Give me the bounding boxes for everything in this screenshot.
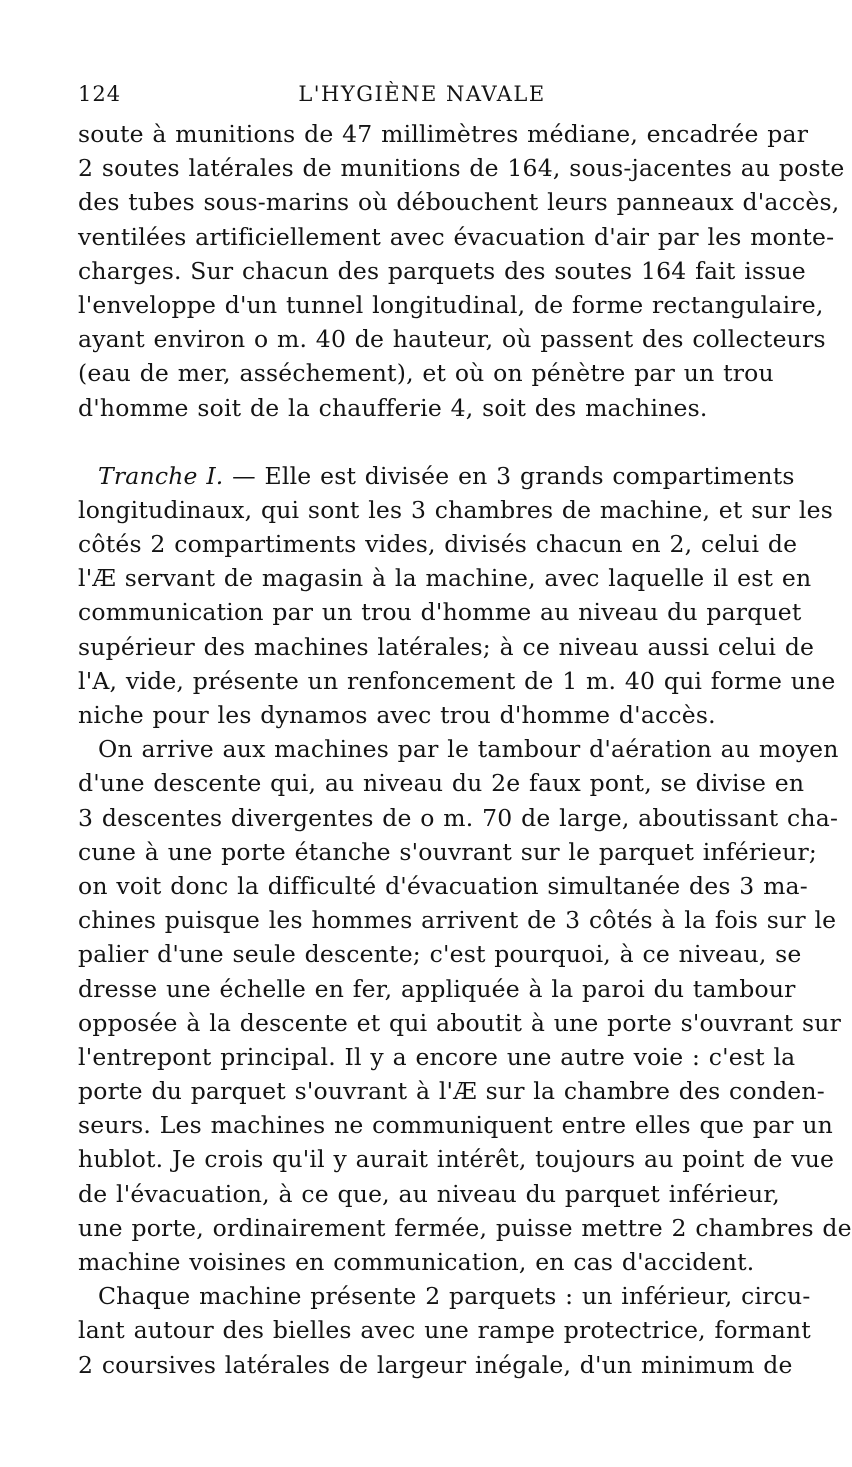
text-line: l'A, vide, présente un renfoncement de 1 m. 40 qui forme une [78, 666, 836, 695]
running-title: L'HYGIÈNE NAVALE [298, 82, 546, 106]
text-line: On arrive aux machines par le tambour d'aération au moyen [98, 735, 839, 764]
text-line: ventilées artificiellement avec évacuation d'air par les monte- [78, 222, 835, 251]
text-line: hublot. Je crois qu'il y aurait intérêt, toujours au point de vue [78, 1145, 835, 1174]
text-line: longitudinaux, qui sont les 3 chambres de machine, et sur les [78, 495, 833, 524]
text-line: l'Æ servant de magasin à la machine, avec laquelle il est en [78, 564, 812, 593]
text-line: seurs. Les machines ne communiquent entre elles que par un [78, 1111, 834, 1140]
text-line: porte du parquet s'ouvrant à l'Æ sur la chambre des conden- [78, 1077, 825, 1106]
text-line: 2 coursives latérales de largeur inégale, d'un minimum de [78, 1350, 793, 1379]
text-line: niche pour les dynamos avec trou d'homme d'accès. [78, 701, 716, 729]
text-line: supérieur des machines latérales; à ce niveau aussi celui de [78, 632, 815, 661]
text-line: on voit donc la difficulté d'évacuation simultanée des 3 ma- [78, 871, 808, 900]
page-number: 124 [78, 82, 122, 106]
text-line: une porte, ordinairement fermée, puisse mettre 2 chambres de [78, 1213, 852, 1242]
text-line: cune à une porte étanche s'ouvrant sur le parquet inférieur; [78, 837, 818, 866]
page-header [78, 82, 766, 110]
text-line: machine voisines en communication, en cas d'accident. [78, 1248, 755, 1276]
text-line: l'entrepont principal. Il y a encore une autre voie : c'est la [78, 1042, 796, 1071]
paragraph-3 [78, 732, 852, 1279]
text-line: lant autour des bielles avec une rampe protectrice, formant [78, 1316, 811, 1345]
text-line: soute à munitions de 47 millimètres médiane, encadrée par [78, 120, 809, 148]
text-line: 2 soutes latérales de munitions de 164, sous-jacentes au poste [78, 154, 845, 183]
text-line: d'homme soit de la chaufferie 4, soit des machines. [78, 393, 708, 422]
text-line: d'une descente qui, au niveau du 2e faux pont, se divise en [78, 769, 805, 798]
text-line: communication par un trou d'homme au niveau du parquet [78, 598, 802, 627]
paragraph-gap [78, 425, 766, 459]
text-line: palier d'une seule descente; c'est pourquoi, à ce niveau, se [78, 940, 802, 969]
text-line: chines puisque les hommes arrivent de 3 côtés à la fois sur le [78, 906, 837, 935]
text-line: Chaque machine présente 2 parquets : un inférieur, circu- [98, 1282, 811, 1311]
text-line: 3 descentes divergentes de o m. 70 de large, aboutissant cha- [78, 803, 839, 832]
text-line [78, 459, 795, 493]
text-line: de l'évacuation, à ce que, au niveau du parquet inférieur, [78, 1179, 780, 1208]
text-line: opposée à la descente et qui aboutit à une porte s'ouvrant sur [78, 1008, 842, 1037]
paragraph-4 [78, 1279, 811, 1382]
text-line: côtés 2 compartiments vides, divisés chacun en 2, celui de [78, 530, 798, 559]
paragraph-1 [78, 117, 845, 425]
text-line: ayant environ o m. 40 de hauteur, où passent des collecteurs [78, 325, 826, 354]
text-line: (eau de mer, asséchement), et où on pénètre par un trou [78, 359, 774, 388]
text-line: l'enveloppe d'un tunnel longitudinal, de forme rectangulaire, [78, 290, 824, 319]
text-line: des tubes sous-marins où débouchent leurs panneaux d'accès, [78, 188, 840, 217]
text-line: charges. Sur chacun des parquets des soutes 164 fait issue [78, 256, 806, 285]
text-line: dresse une échelle en fer, appliquée à la paroi du tambour [78, 974, 796, 1003]
text-fragment: — Elle est divisée en 3 grands compartiments [223, 461, 795, 490]
section-heading: Tranche I. [98, 461, 224, 490]
paragraph-2 [78, 459, 836, 733]
body-text [78, 117, 852, 1382]
